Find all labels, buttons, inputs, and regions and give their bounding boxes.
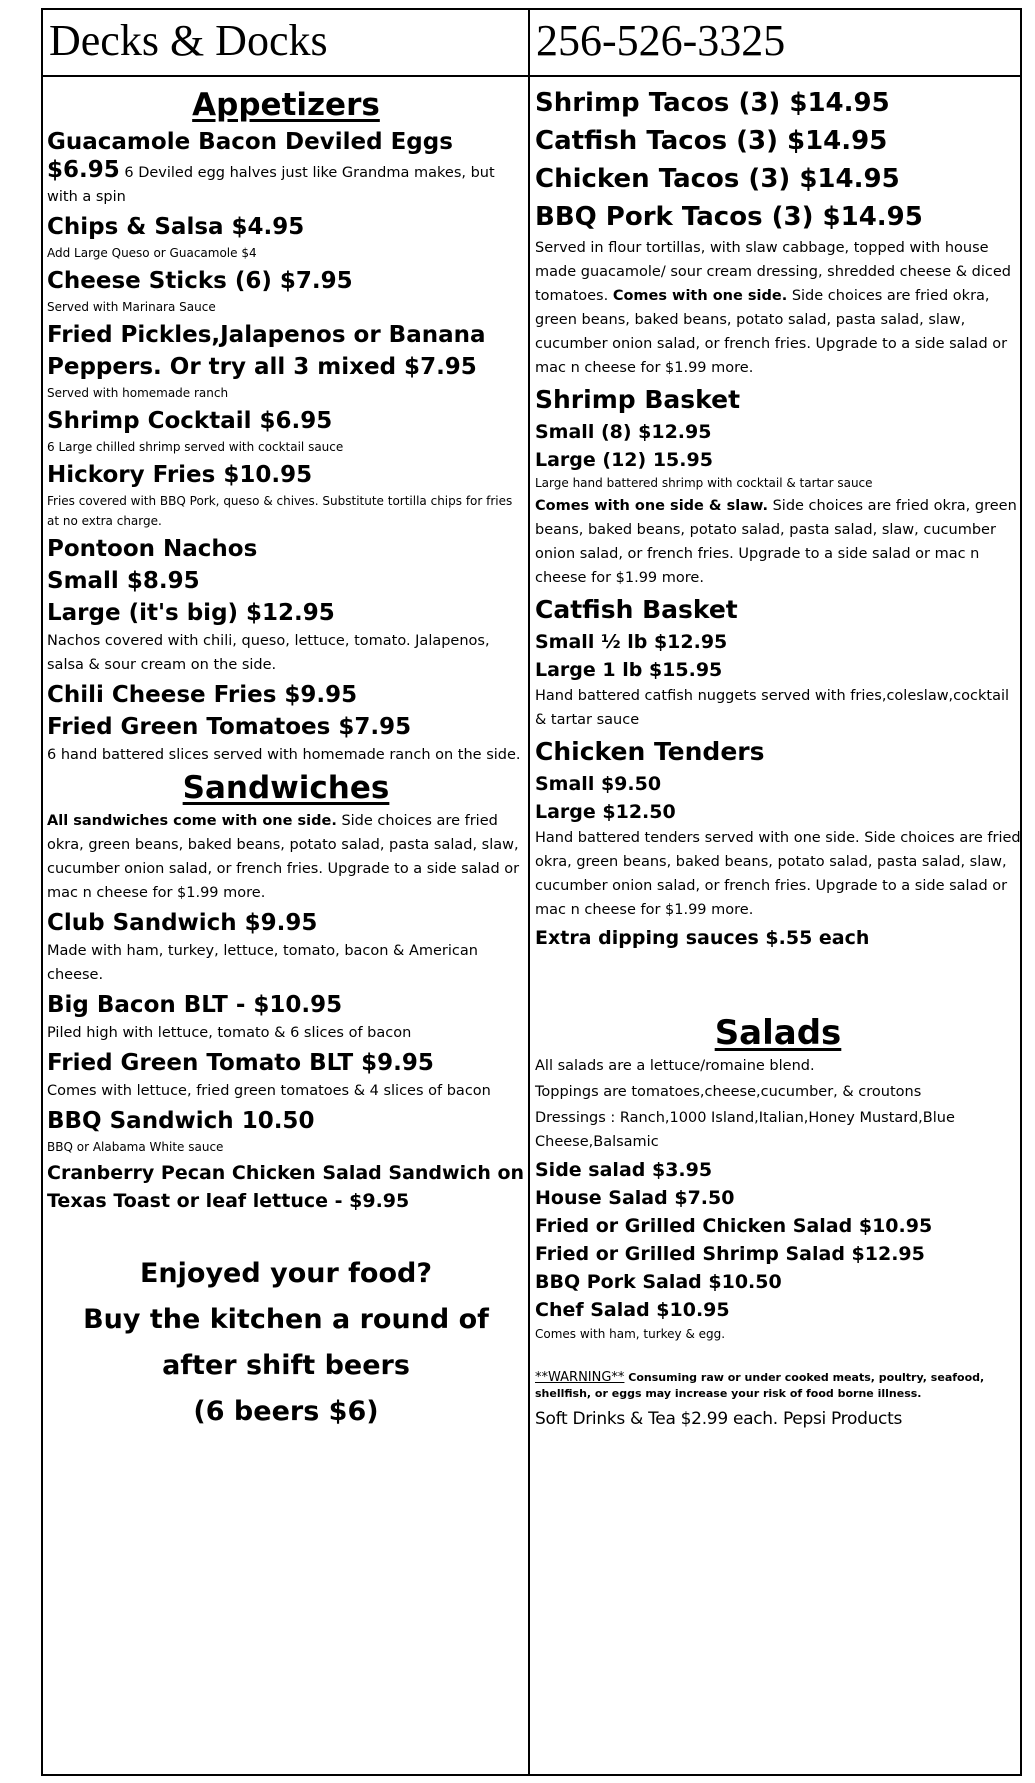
catfish-basket-desc: Hand battered catfish nuggets served with fries,coleslaw,cocktail & tartar sauce — [535, 688, 1010, 728]
right-column — [535, 84, 1021, 1432]
menu-item-name: Cranberry Pecan Chicken Salad Sandwich on Texas Toast or leaf lettuce - $9.95 — [47, 1162, 525, 1212]
menu-item-name: Fried Green Tomato BLT $9.95 — [47, 1050, 434, 1076]
tacos-desc-text: Served in flour tortillas, with slaw cabbage, topped with house made guacamole/ sour cream dressing, shredded cheese & diced tomatoes. — [535, 240, 1011, 304]
menu-item-desc: Served with homemade ranch — [47, 386, 229, 400]
food-warning — [535, 1370, 1021, 1402]
sandwiches-heading: Sandwiches — [182, 770, 390, 806]
shrimp-basket-desc-small: Large hand battered shrimp with cocktail & tartar sauce — [535, 476, 873, 490]
taco-item: Shrimp Tacos (3) $14.95 — [535, 88, 890, 118]
menu-item-name: Fried Pickles,Jalapenos or Banana Peppers. Or try all 3 mixed $7.95 — [47, 322, 486, 380]
tacos-desc-text2: Side choices are fried okra, green beans, baked beans, potato salad, pasta salad, slaw, cucumber onion salad, or french fries. Upgrade to a side salad or mac n cheese for $1.99 more. — [535, 288, 1008, 376]
menu-item-desc: Made with ham, turkey, lettuce, tomato, bacon & American cheese. — [47, 943, 478, 983]
menu-item-desc: 6 hand battered slices served with homemade ranch on the side. — [47, 747, 521, 763]
column-divider — [528, 10, 530, 1774]
taco-item: BBQ Pork Tacos (3) $14.95 — [535, 202, 923, 232]
phone-number: 256-526-3325 — [536, 16, 786, 65]
promo-line: Enjoyed your food? — [139, 1258, 433, 1289]
shrimp-basket-small: Small (8) $12.95 — [535, 421, 712, 443]
shrimp-basket-desc-text: Side choices are fried okra, green beans, baked beans, potato salad, pasta salad, slaw, cucumber onion salad, or french fries. Upgrade to a side salad or mac n cheese for $1.99 more. — [535, 498, 1017, 586]
menu-item-name: Cheese Sticks (6) $7.95 — [47, 268, 353, 294]
salads-heading: Salads — [714, 1013, 842, 1053]
warning-text: Consuming raw or under cooked meats, poultry, seafood, shellfish, or eggs may increase your risk of food borne illness. — [535, 1371, 985, 1400]
menu-item-desc: 6 Large chilled shrimp served with cocktail sauce — [47, 440, 344, 454]
left-column — [47, 84, 525, 1435]
salads-toppings: Toppings are tomatoes,cheese,cucumber, & croutons — [535, 1084, 922, 1100]
menu-item-name: BBQ Sandwich 10.50 — [47, 1108, 315, 1134]
salads-dressings: Dressings : Ranch,1000 Island,Italian,Honey Mustard,Blue Cheese,Balsamic — [535, 1110, 955, 1150]
menu-item-name: Hickory Fries $10.95 — [47, 462, 313, 488]
menu-item-desc: BBQ or Alabama White sauce — [47, 1140, 224, 1154]
salads-blend: All salads are a lettuce/romaine blend. — [535, 1058, 815, 1074]
chicken-tenders-desc: Hand battered tenders served with one side. Side choices are fried okra, green beans, baked beans, potato salad, pasta salad, slaw, cucumber onion salad, or french fries. Upgrade to a side salad or mac n cheese for $1.99 more. — [535, 830, 1021, 918]
chicken-tenders-large: Large $12.50 — [535, 801, 676, 823]
taco-item: Chicken Tacos (3) $14.95 — [535, 164, 900, 194]
menu-item-name: Club Sandwich $9.95 — [47, 910, 318, 936]
catfish-basket-title: Catfish Basket — [535, 595, 738, 624]
chicken-tenders-title: Chicken Tenders — [535, 737, 765, 766]
menu-item-desc: Fries covered with BBQ Pork, queso & chives. Substitute tortilla chips for fries at no extra charge. — [47, 494, 513, 528]
menu-item-desc: Nachos covered with chili, queso, lettuce, tomato. Jalapenos, salsa & sour cream on the side. — [47, 633, 490, 673]
menu-header — [43, 10, 1020, 77]
taco-item: Catfish Tacos (3) $14.95 — [535, 126, 888, 156]
sandwiches-intro — [47, 809, 525, 905]
catfish-basket-small: Small ½ lb $12.95 — [535, 631, 728, 653]
tacos-desc — [535, 236, 1021, 380]
menu-item-desc: Served with Marinara Sauce — [47, 300, 216, 314]
tacos-desc-bold: Comes with one side. — [612, 288, 788, 304]
menu-item-price: $6.95 — [47, 157, 120, 183]
chicken-tenders-small: Small $9.50 — [535, 773, 662, 795]
promo-line: after shift beers — [162, 1350, 410, 1381]
menu-item-desc: Add Large Queso or Guacamole $4 — [47, 246, 257, 260]
promo-block — [47, 1251, 525, 1435]
menu-item-name: Shrimp Cocktail $6.95 — [47, 408, 333, 434]
menu-item-name: Big Bacon BLT - $10.95 — [47, 992, 343, 1018]
menu-item-name: Chips & Salsa $4.95 — [47, 214, 305, 240]
catfish-basket-large: Large 1 lb $15.95 — [535, 659, 723, 681]
menu-item-name: Fried Green Tomatoes $7.95 — [47, 714, 412, 740]
appetizers-heading: Appetizers — [192, 87, 380, 123]
salad-item: Side salad $3.95 — [535, 1159, 713, 1181]
menu-item-name: Guacamole Bacon Deviled Eggs — [47, 129, 453, 155]
promo-line: (6 beers $6) — [193, 1396, 379, 1427]
shrimp-basket-desc-bold: Comes with one side & slaw. — [535, 498, 768, 514]
sandwiches-intro-bold: All sandwiches come with one side. — [47, 813, 337, 829]
warning-label: **WARNING** — [535, 1370, 625, 1385]
menu-item-desc: Comes with lettuce, fried green tomatoes & 4 slices of bacon — [47, 1083, 491, 1099]
shrimp-basket-title: Shrimp Basket — [535, 385, 741, 414]
dipping-sauce-note: Extra dipping sauces $.55 each — [535, 927, 870, 949]
menu-item-name: Chili Cheese Fries $9.95 — [47, 682, 358, 708]
shrimp-basket-desc — [535, 494, 1021, 590]
salad-item: House Salad $7.50 — [535, 1187, 735, 1209]
salad-item: Fried or Grilled Shrimp Salad $12.95 — [535, 1243, 925, 1265]
menu-item-desc: Piled high with lettuce, tomato & 6 slices of bacon — [47, 1025, 412, 1041]
restaurant-name: Decks & Docks — [49, 16, 328, 65]
menu-item-name: Pontoon Nachos — [47, 536, 258, 562]
salad-item: BBQ Pork Salad $10.50 — [535, 1271, 782, 1293]
salad-item: Chef Salad $10.95 — [535, 1299, 730, 1321]
shrimp-basket-large: Large (12) 15.95 — [535, 449, 713, 471]
chef-salad-desc: Comes with ham, turkey & egg. — [535, 1327, 726, 1341]
menu-item-name: Large (it's big) $12.95 — [47, 600, 335, 626]
salad-item: Fried or Grilled Chicken Salad $10.95 — [535, 1215, 933, 1237]
menu-item-name: Small $8.95 — [47, 568, 200, 594]
sandwiches-intro-text: Side choices are fried okra, green beans, baked beans, potato salad, pasta salad, slaw, cucumber onion salad, or french fries. Upgrade to a side salad or mac n cheese for $1.99 more. — [47, 813, 520, 901]
menu-item-desc-text: 6 Deviled egg halves just like Grandma makes, but with a spin — [47, 165, 495, 205]
menu-item-desc — [47, 158, 525, 209]
menu-page — [41, 8, 1022, 1776]
drinks-note: Soft Drinks & Tea $2.99 each. Pepsi Products — [535, 1409, 903, 1429]
promo-line: Buy the kitchen a round of — [83, 1304, 489, 1335]
